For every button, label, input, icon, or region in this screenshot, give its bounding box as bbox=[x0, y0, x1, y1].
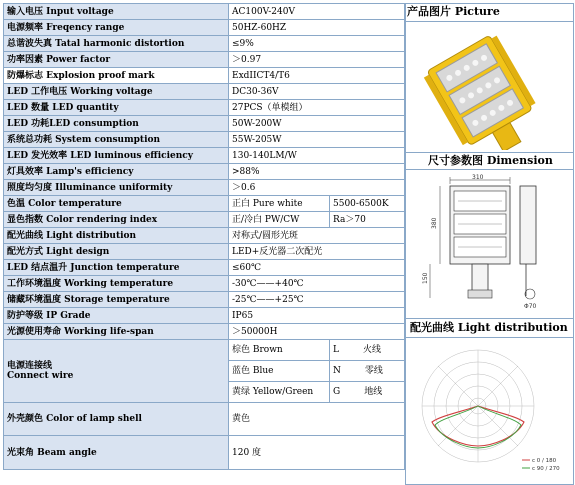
wire-code-letter: G bbox=[333, 387, 341, 397]
spec-value: 对称式/圆形光斑 bbox=[229, 228, 405, 244]
dim-height-label: 380 bbox=[431, 217, 438, 229]
spec-row bbox=[4, 340, 405, 361]
spec-value: -30℃——+40℃ bbox=[229, 276, 405, 292]
spec-label: 防护等级 IP Grade bbox=[4, 308, 229, 324]
spec-value: DC30-36V bbox=[229, 84, 405, 100]
dimension-title: 尺寸参数图 Dimension bbox=[428, 154, 553, 167]
spec-row bbox=[4, 180, 405, 196]
spec-row bbox=[4, 292, 405, 308]
spec-value: 黄色 bbox=[229, 403, 405, 436]
spec-value: 50HZ-60HZ bbox=[229, 20, 405, 36]
spec-value: 120 度 bbox=[229, 436, 405, 470]
spec-row bbox=[4, 260, 405, 276]
wire-code-letter: N bbox=[333, 366, 341, 376]
spec-value: 正/冷白 PW/CW bbox=[229, 212, 330, 228]
spec-label: LED 工作电压 Working voltage bbox=[4, 84, 229, 100]
spec-label: 外壳颜色 Color of lamp shell bbox=[4, 403, 229, 436]
spec-value: 5500-6500K bbox=[330, 196, 405, 212]
spec-value: 55W-205W bbox=[229, 132, 405, 148]
spec-label: LED 发光效率 LED luminous efficiency bbox=[4, 148, 229, 164]
spec-row bbox=[4, 244, 405, 260]
spec-value: AC100V-240V bbox=[229, 4, 405, 20]
spec-label: 光束角 Beam angle bbox=[4, 436, 229, 470]
divider bbox=[405, 152, 573, 153]
spec-value: ExdIICT4/T6 bbox=[229, 68, 405, 84]
wire-code-name: 火线 bbox=[362, 345, 381, 355]
spec-row bbox=[4, 436, 405, 470]
dim-side-label: 150 bbox=[422, 272, 429, 284]
legend-c0: c 0 / 180 bbox=[532, 458, 557, 464]
picture-title: 产品图片 Picture bbox=[407, 5, 500, 18]
wire-code bbox=[330, 361, 405, 382]
wire-code bbox=[330, 340, 405, 361]
spec-value: ≤60℃ bbox=[229, 260, 405, 276]
spec-row bbox=[4, 308, 405, 324]
spec-row bbox=[4, 403, 405, 436]
spec-label: 功率因素 Power factor bbox=[4, 52, 229, 68]
divider bbox=[405, 337, 573, 338]
spec-label: LED 功耗LED consumption bbox=[4, 116, 229, 132]
divider bbox=[405, 169, 573, 170]
spec-row bbox=[4, 84, 405, 100]
spec-row bbox=[4, 20, 405, 36]
spec-row bbox=[4, 228, 405, 244]
spec-label: 配光方式 Light design bbox=[4, 244, 229, 260]
spec-row bbox=[4, 196, 405, 212]
connect-label bbox=[4, 340, 229, 403]
spec-label: 电源频率 Freqency range bbox=[4, 20, 229, 36]
spec-label: 色温 Color temperature bbox=[4, 196, 229, 212]
spec-row bbox=[4, 52, 405, 68]
spec-label: LED 数量 LED quantity bbox=[4, 100, 229, 116]
spec-value: -25℃——+25℃ bbox=[229, 292, 405, 308]
spec-row bbox=[4, 324, 405, 340]
spec-value: 正白 Pure white bbox=[229, 196, 330, 212]
spec-value: >88% bbox=[229, 164, 405, 180]
wire-code-name: 地线 bbox=[364, 387, 383, 397]
spec-label: 照度均匀度 Illuminance uniformity bbox=[4, 180, 229, 196]
divider bbox=[405, 318, 573, 319]
wire-code-name: 零线 bbox=[364, 366, 383, 376]
spec-value: ＞0.97 bbox=[229, 52, 405, 68]
spec-label: 显色指数 Color rendering index bbox=[4, 212, 229, 228]
connect-label-cn: 电源连接线 bbox=[7, 361, 53, 371]
spec-label: 防爆标志 Explosion proof mark bbox=[4, 68, 229, 84]
spec-row bbox=[4, 276, 405, 292]
spec-row bbox=[4, 164, 405, 180]
spec-row bbox=[4, 68, 405, 84]
distribution-title: 配光曲线 Light distribution bbox=[410, 321, 568, 334]
spec-label: 工作环境温度 Working temperature bbox=[4, 276, 229, 292]
wire-color: 黄绿 Yellow/Green bbox=[229, 382, 330, 403]
spec-value: IP65 bbox=[229, 308, 405, 324]
spec-label: LED 结点温升 Junction temperature bbox=[4, 260, 229, 276]
wire-code-letter: L bbox=[333, 345, 339, 355]
spec-label: 灯具效率 Lamp's efficiency bbox=[4, 164, 229, 180]
legend-c90: c 90 / 270 bbox=[532, 466, 560, 472]
wire-color: 蓝色 Blue bbox=[229, 361, 330, 382]
spec-label: 配光曲线 Light distribution bbox=[4, 228, 229, 244]
spec-value: 50W-200W bbox=[229, 116, 405, 132]
spec-row bbox=[4, 100, 405, 116]
spec-label: 储藏环境温度 Storage temperature bbox=[4, 292, 229, 308]
wire-code bbox=[330, 382, 405, 403]
product-image bbox=[412, 25, 562, 150]
spec-label: 输入电压 Input voltage bbox=[4, 4, 229, 20]
wire-color: 棕色 Brown bbox=[229, 340, 330, 361]
spec-value: 130-140LM/W bbox=[229, 148, 405, 164]
dimension-drawing bbox=[420, 174, 560, 314]
spec-value: Ra＞70 bbox=[330, 212, 405, 228]
dim-pipe-label: Φ70 bbox=[524, 303, 537, 310]
spec-row bbox=[4, 4, 405, 20]
spec-row bbox=[4, 148, 405, 164]
divider bbox=[405, 21, 573, 22]
spec-value: ＞0.6 bbox=[229, 180, 405, 196]
spec-value: ＞50000H bbox=[229, 324, 405, 340]
light-distribution-chart bbox=[410, 342, 570, 480]
spec-label: 系统总功耗 System consumption bbox=[4, 132, 229, 148]
spec-value: ≤9% bbox=[229, 36, 405, 52]
spec-row bbox=[4, 212, 405, 228]
spec-value: 27PCS（单模组） bbox=[229, 100, 405, 116]
spec-row bbox=[4, 132, 405, 148]
spec-label: 光源使用寿命 Working life-span bbox=[4, 324, 229, 340]
spec-row bbox=[4, 36, 405, 52]
dim-width-label: 310 bbox=[472, 174, 484, 181]
spec-value: LED+反光器二次配光 bbox=[229, 244, 405, 260]
spec-label: 总谐波失真 Tatal harmonic distortion bbox=[4, 36, 229, 52]
spec-table bbox=[3, 3, 405, 470]
spec-row bbox=[4, 116, 405, 132]
connect-label-en: Connect wire bbox=[7, 371, 74, 381]
